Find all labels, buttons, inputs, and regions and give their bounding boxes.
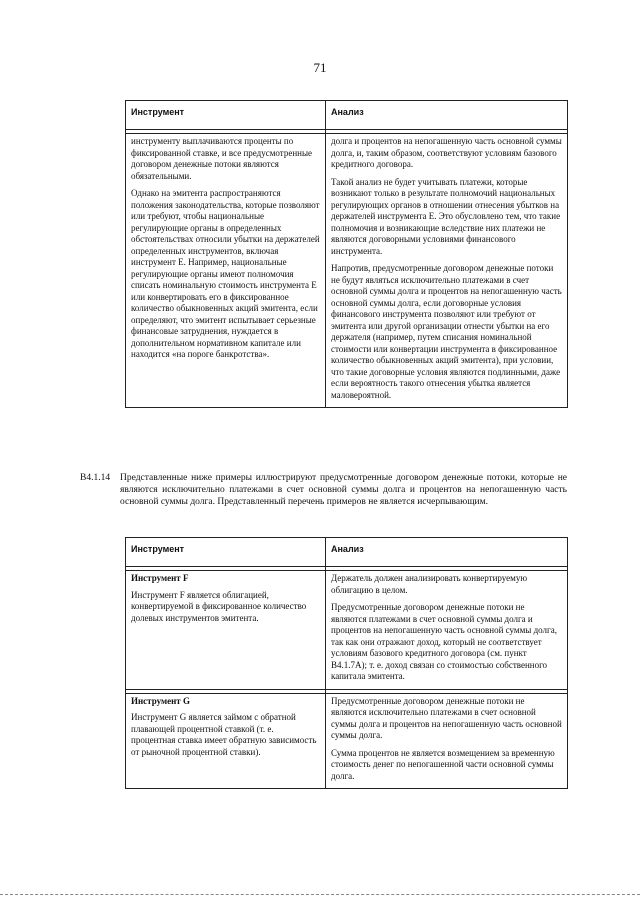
paragraph: Сумма процентов не является возмещением за временную стоимость денег по непогашенной части основной суммы долга. xyxy=(331,747,555,781)
header-instrument: Инструмент xyxy=(126,101,326,130)
footer-divider xyxy=(0,894,640,896)
header-analysis: Анализ xyxy=(326,538,568,567)
paragraph: Держатель должен анализировать конвертируемую облигацию в целом. xyxy=(331,573,528,595)
analysis-cell xyxy=(326,134,568,408)
header-instrument: Инструмент xyxy=(126,538,326,567)
paragraph: инструменту выплачиваются проценты по фиксированной ставке, и все предусмотренные договором денежные потоки являются обязательными. xyxy=(131,136,313,181)
paragraph: Такой анализ не будет учитывать платежи, которые возникают только в результате полномочий национальных регулирующих органов в отношении отнесения убытков на держателей инструмента E. Это обусловлено тем, что такие полномочия и возникающие вследствие них платежи не являются договорными условиями финансового инструмента. xyxy=(331,176,561,256)
instrument-cell xyxy=(126,134,326,408)
paragraph: Однако на эмитента распространяются положения законодательства, которые позволяют или требуют, чтобы национальные регулирующие органы в определенных обстоятельствах относили убытки на держателей определенных инструментов, включая инструмент E. Например, национальные регулирующие органы имеют полномочия списать номинальную стоимость инструмента E или конвертировать его в фиксированное количество обыкновенных акций эмитента, если определяют, что эмитент испытывает серьезные финансовые затруднения, нуждается в дополнительном нормативном капитале или находится «на пороге банкротства». xyxy=(131,188,320,359)
header-analysis: Анализ xyxy=(326,101,568,130)
page-number: 71 xyxy=(313,60,327,75)
analysis-table-continued xyxy=(125,100,568,408)
instrument-cell xyxy=(126,571,326,690)
paragraph: Инструмент F является облигацией, конвертируемой в фиксированное количество долевых инструментов эмитента. xyxy=(131,589,307,623)
paragraph: Инструмент G является займом с обратной плавающей процентной ставкой (т. е. процентная ставка имеет обратную зависимость от рыночной процентной ставки). xyxy=(131,712,317,757)
section-text: Представленные ниже примеры иллюстрируют предусмотренные договором денежные потоки, которые не являются исключительно платежами в счет основной суммы долга и процентов на непогашенную часть основной суммы долга. Представленный перечень примеров не является исчерпывающим. xyxy=(120,473,567,507)
paragraph: Напротив, предусмотренные договором денежные потоки не будут являться исключительно платежами в счет основной суммы долга и процентов на непогашенную часть основной суммы долга, если договорные условия финансового инструмента позволяют или требуют от эмитента или другой организации отнести убытки на его держателя (например, путем списания номинальной стоимости или конвертации инструмента в фиксированное количество обыкновенных акций эмитента), при условии, что такие договорные условия являются подлинными, даже если вероятность такого отнесения убытка является маловероятной. xyxy=(331,263,562,400)
paragraph: Предусмотренные договором денежные потоки не являются платежами в счет основной суммы долга и процентов на непогашенную часть основной суммы долга, так как они отражают доход, который не соответствует условиям базового кредитного договора (см. пункт B4.1.7A); т. е. доход связан со стоимостью собственного капитала эмитента. xyxy=(331,602,557,681)
paragraph: долга и процентов на непогашенную часть основной суммы долга, и, таким образом, соответствуют условиям базового кредитного договора. xyxy=(331,136,562,169)
table-row xyxy=(126,571,568,690)
table-header-row xyxy=(126,538,568,567)
table-row xyxy=(126,134,568,408)
analysis-cell xyxy=(326,693,568,789)
table-row xyxy=(126,693,568,789)
instrument-title: Инструмент G xyxy=(131,695,190,706)
table-header-row xyxy=(126,101,568,130)
section-number: B4.1.14 xyxy=(80,473,111,483)
analysis-cell xyxy=(326,571,568,690)
paragraph: Предусмотренные договором денежные потоки не являются исключительно платежами в счет основной суммы долга и процентов на непогашенную часть основной суммы долга. xyxy=(331,695,562,740)
paragraph-b4-1-14 xyxy=(80,473,567,508)
examples-table xyxy=(125,537,568,789)
instrument-cell xyxy=(126,693,326,789)
instrument-title: Инструмент F xyxy=(131,573,189,583)
